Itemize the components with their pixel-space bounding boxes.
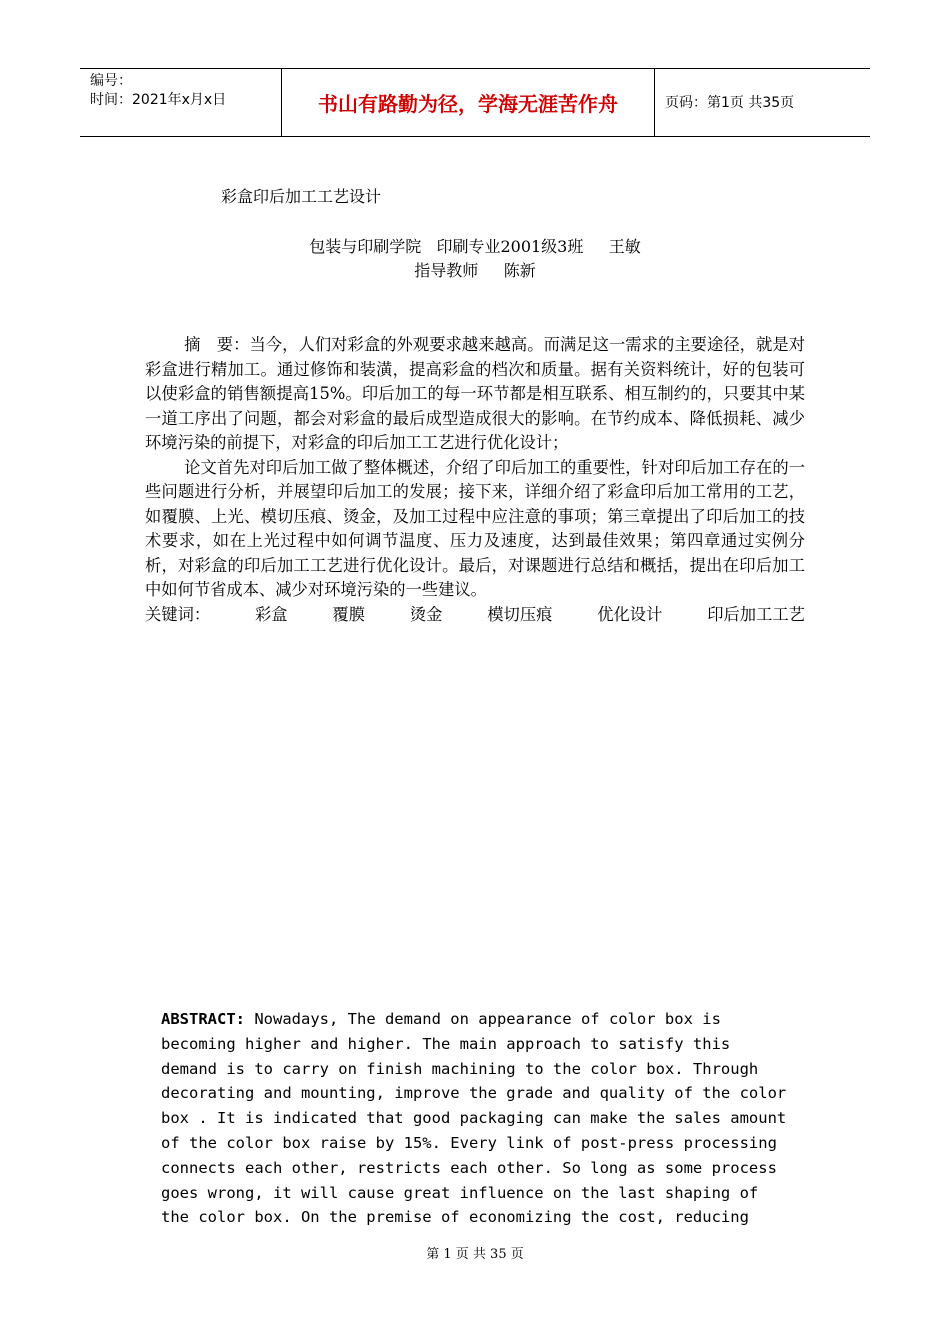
page-footer: 第 1 页 共 35 页 <box>426 1247 524 1262</box>
keyword: 覆膜 <box>332 604 365 624</box>
serial-number-label: 编号： <box>90 73 132 89</box>
abstract-line: becoming higher and higher. The main approach to satisfy this <box>161 1034 731 1053</box>
abstract-line: goes wrong, it will cause great influence on the last shaping of <box>161 1183 759 1202</box>
keyword: 印后加工工艺 <box>707 604 805 624</box>
advisor-line: 指导教师 陈新 <box>414 261 536 280</box>
abstract-line: demand is to carry on finish machining to the color box. Through <box>161 1059 759 1078</box>
abstract-line: of the color box raise by 15%. Every link of post-press processing <box>161 1133 777 1152</box>
keywords-label: 关键词： <box>145 604 211 624</box>
abstract-line: decorating and mounting, improve the grade and quality of the color <box>161 1084 787 1103</box>
motto-text: 书山有路勤为径，学海无涯苦作舟 <box>318 92 618 116</box>
keywords-row <box>145 603 805 628</box>
time-label: 时间：2021年x月x日 <box>90 92 227 108</box>
abstract-paragraph-1: 摘 要：当今，人们对彩盒的外观要求越来越高。而满足这一需求的主要途径，就是对彩盒进行精加工。通过修饰和装潢，提高彩盒的档次和质量。据有关资料统计，好的包装可以使彩盒的销售额提高15%。印后加工的每一环节都是相互联系、相互制约的，只要其中某一道工序出了问题，都会对彩盒的最后成型造成很大的影响。在节约成本、降低损耗、减少环境污染的前提下，对彩盒的印后加工工艺进行优化设计； <box>145 335 805 452</box>
keyword: 烫金 <box>409 604 443 624</box>
keyword: 模切压痕 <box>487 604 553 624</box>
abstract-label: ABSTRACT: <box>161 1010 245 1028</box>
header-motto-cell <box>282 69 655 136</box>
abstract-line: connects each other, restricts each other. So long as some process <box>161 1158 777 1177</box>
abstract-line: ABSTRACT: Nowadays, The demand on appearance of color box is <box>161 1010 721 1028</box>
header-meta-cell <box>80 69 282 136</box>
abstract-paragraph-2: 论文首先对印后加工做了整体概述，介绍了印后加工的重要性，针对印后加工存在的一些问题进行分析，并展望印后加工的发展；接下来，详细介绍了彩盒印后加工常用的工艺，如覆膜、上光、模切压痕、烫金，及加工过程中应注意的事项；第三章提出了印后加工的技术要求，如在上光过程中如何调节温度、压力及速度，达到最佳效果；第四章通过实例分析，对彩盒的印后加工工艺进行优化设计。最后，对课题进行总结和概括，提出在印后加工中如何节省成本、减少对环境污染的一些建议。 <box>145 457 805 599</box>
abstract-line: the color box. On the premise of economizing the cost, reducing <box>161 1208 749 1227</box>
document-header <box>80 68 870 137</box>
keyword: 优化设计 <box>597 604 663 624</box>
paper-title: 彩盒印后加工工艺设计 <box>221 187 382 206</box>
chinese-abstract <box>145 333 805 627</box>
page-info: 页码：第1页 共35页 <box>665 95 795 111</box>
keyword: 彩盒 <box>254 604 288 624</box>
header-page-cell <box>655 69 870 136</box>
author-line: 包装与印刷学院 印刷专业2001级3班 王敏 <box>309 237 641 256</box>
english-abstract <box>161 1007 811 1230</box>
abstract-line: box . It is indicated that good packaging can make the sales amount <box>161 1109 787 1128</box>
